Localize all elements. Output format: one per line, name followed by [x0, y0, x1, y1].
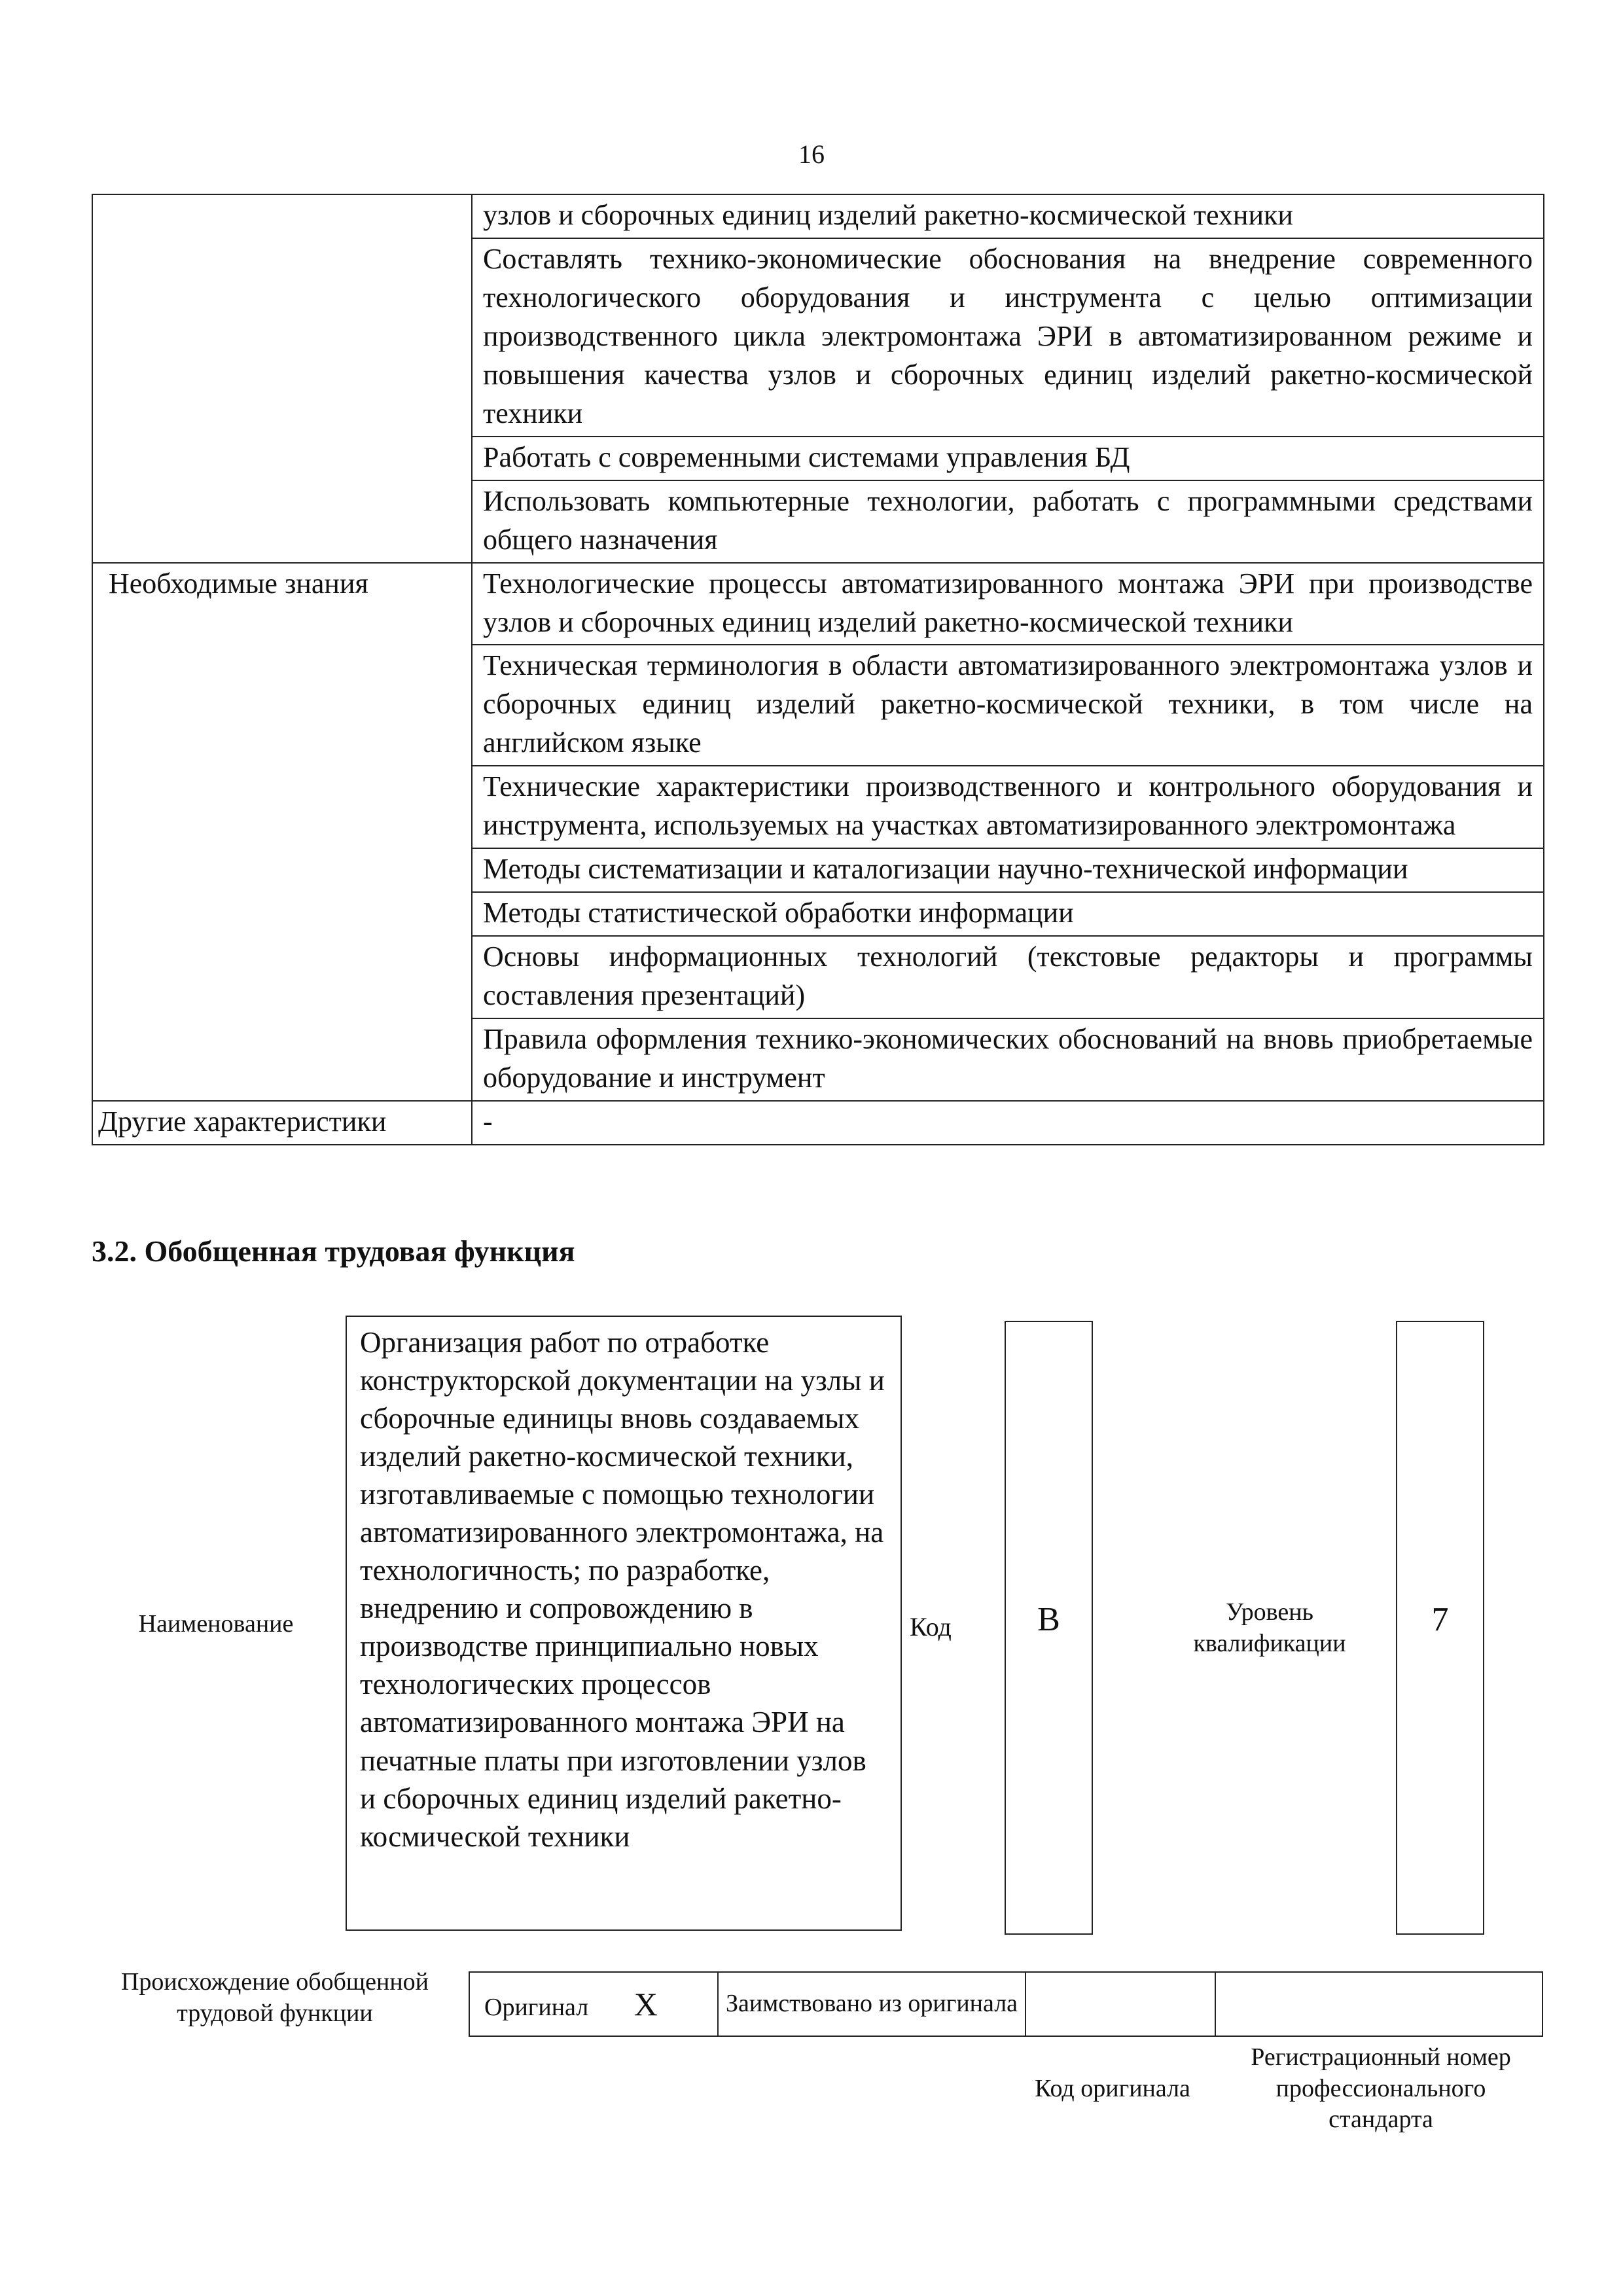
original-cell [469, 1972, 718, 2036]
knowledge-item: Методы систематизации и каталогизации научно-технической информации [472, 848, 1544, 892]
code-value: B [1037, 1601, 1060, 1638]
knowledge-item: Правила оформления технико-экономических обоснований на вновь приобретаемые оборудование и инструмент [472, 1018, 1544, 1101]
page-number: 16 [798, 139, 825, 169]
table-row [92, 1101, 1544, 1145]
table-row [92, 194, 1544, 238]
origin-label: Происхождение обобщенной трудовой функции [120, 1968, 429, 2027]
skill-item: узлов и сборочных единиц изделий ракетно-космической техники [472, 194, 1544, 238]
table-row [92, 563, 1544, 645]
code-original-label: Код оригинала [1035, 2075, 1190, 2102]
table-row [469, 1972, 1543, 2036]
original-mark: X [633, 1986, 658, 2022]
empty-label-cell [92, 194, 472, 563]
requirements-table [92, 194, 1544, 1145]
origin-table [469, 1971, 1543, 2037]
code-original-cell [1026, 1972, 1215, 2036]
original-label: Оригинал [484, 1994, 589, 2021]
reg-number-cell [1215, 1972, 1543, 2036]
function-name-box [346, 1316, 902, 1931]
knowledge-item: Основы информационных технологий (текстовые редакторы и программы составления презентаций) [472, 936, 1544, 1018]
knowledge-item: Технологические процессы автоматизированного монтажа ЭРИ при производстве узлов и сборочных единиц изделий ракетно-космической техники [472, 563, 1544, 645]
knowledge-item: Техническая терминология в области автоматизированного электромонтажа узлов и сборочных единиц изделий ракетно-космической техники, в том числе на английском языке [472, 645, 1544, 766]
knowledge-item: Технические характеристики производственного и контрольного оборудования и инструмента, используемых на участках автоматизированного электромонтажа [472, 766, 1544, 848]
code-label: Код [910, 1612, 952, 1641]
section-title: 3.2. Обобщенная трудовая функция [92, 1234, 575, 1268]
borrowed-label: Заимствовано из оригинала [718, 1972, 1026, 2036]
skill-item: Работать с современными системами управления БД [472, 437, 1544, 480]
qualification-level-label: Уровень квалификации [1193, 1598, 1346, 1657]
function-name-text: Организация работ по отработке конструкторской документации на узлы и сборочные единицы вновь создаваемых изделий ракетно-космической техники, изготавливаемые с помощью технологии автоматизированного электромонтажа, на технологичность; по разработке, внедрению и сопровождению в производстве принципиально новых технологических процессов автоматизированного монтажа ЭРИ на печатные платы при изготовлении узлов и сборочных единиц изделий ракетно-космической техники [360, 1326, 885, 1853]
name-label: Наименование [138, 1610, 294, 1638]
skill-item: Использовать компьютерные технологии, работать с программными средствами общего назначения [472, 480, 1544, 563]
reg-number-label: Регистрационный номер профессионального стандарта [1251, 2043, 1511, 2133]
knowledge-item: Методы статистической обработки информации [472, 892, 1544, 936]
skill-item: Составлять технико-экономические обоснования на внедрение современного технологического оборудования и инструмента с целью оптимизации производственного цикла электромонтажа ЭРИ в автоматизированном режиме и повышения качества узлов и сборочных единиц изделий ракетно-космической техники [472, 238, 1544, 437]
knowledge-label: Необходимые знания [92, 563, 472, 1101]
qualification-level-value: 7 [1431, 1601, 1449, 1638]
other-label: Другие характеристики [92, 1101, 472, 1145]
other-value: - [472, 1101, 1544, 1145]
